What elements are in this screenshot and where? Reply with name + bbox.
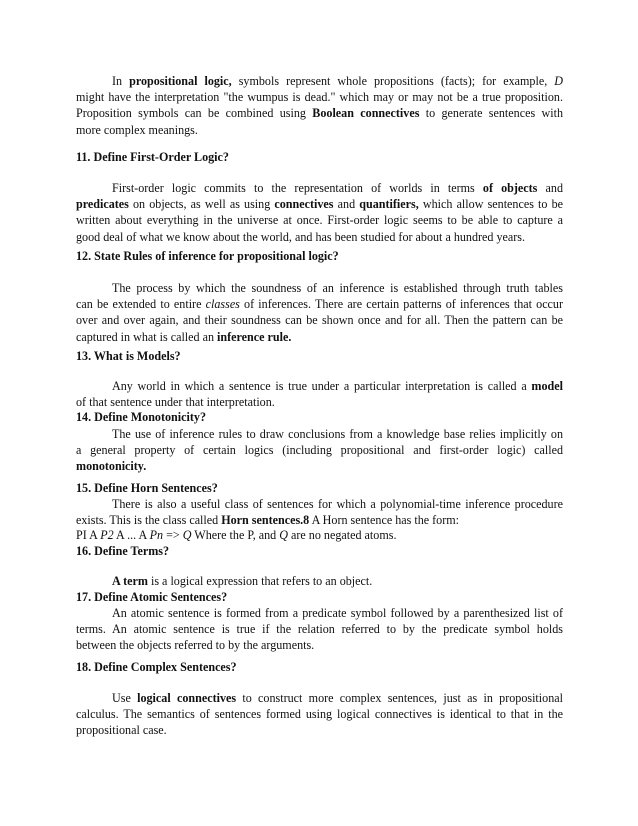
text-line: A term is a logical expression that refers to an object. [112, 574, 373, 588]
bold-term: A term [112, 574, 148, 588]
text-line: Proposition symbols can be combined using Boolean connectives to generate sentences with [76, 106, 563, 121]
heading-12: 12. State Rules of inference for propositional logic? [76, 249, 339, 263]
heading-16: 16. Define Terms? [76, 544, 170, 558]
text-line: PI A P2 A ... A Pn => Q Where the P, and Q are no negated atoms. [76, 528, 397, 542]
bold-term: of objects [482, 181, 538, 195]
text-line: Use logical connectives to construct more complex sentences, just as in propositional [112, 691, 563, 705]
heading-11: 11. Define First-Order Logic? [76, 150, 229, 164]
italic-term: Q [279, 528, 288, 542]
text-line: propositional case. [76, 723, 167, 738]
bold-term: quantifiers, [359, 197, 419, 212]
italic-term: D [554, 74, 563, 88]
text-line: predicates on objects, as well as using connectives and quantifiers, which allow sentences to be [76, 197, 564, 212]
bold-term: inference rule. [217, 329, 292, 344]
heading-15: 15. Define Horn Sentences? [76, 481, 218, 495]
text-line: can be extended to entire classes of inferences. There are certain patterns of inferences that occur [76, 297, 563, 312]
bold-term: monotonicity. [76, 459, 147, 474]
paragraph-models [76, 378, 563, 410]
text-line: In propositional logic, symbols represent whole propositions (facts); for example, D [112, 74, 563, 88]
heading-14: 14. Define Monotonicity? [76, 410, 206, 424]
paragraph-monotonicity [76, 426, 563, 475]
text-line: more complex meanings. [76, 122, 198, 137]
text-line: over and over again, and their soundness can be shown once and for all. Then the pattern can be [76, 313, 563, 328]
bold-term: Horn sentences.8 [221, 513, 310, 528]
text-line: The use of inference rules to draw conclusions from a knowledge base relies implicitly on [112, 427, 563, 441]
text-line: First-order logic commits to the representation of worlds in terms of objects and [112, 181, 563, 195]
text-line: of that sentence under that interpretation. [76, 395, 275, 410]
bold-term: Boolean connectives [312, 106, 420, 121]
text-line: good deal of what we know about the world, and has been studied for about a hundred years. [76, 229, 526, 244]
paragraph-horn-sentences [76, 496, 563, 528]
paragraph-propositional-logic [76, 73, 563, 138]
text-line: between the objects referred to by the arguments. [76, 638, 315, 653]
paragraph-atomic-sentences [76, 605, 563, 654]
italic-term: Q [182, 528, 192, 542]
text-line: exists. This is the class called Horn sentences.8 A Horn sentence has the form: [76, 513, 460, 528]
paragraph-terms [76, 573, 563, 589]
text-line: captured in what is called an inference rule. [76, 329, 292, 344]
heading-18: 18. Define Complex Sentences? [76, 660, 237, 674]
italic-term: classes [205, 297, 240, 312]
heading-13: 13. What is Models? [76, 349, 181, 363]
text-line: might have the interpretation "the wumpus is dead." which may or may not be a true proposition. [76, 90, 563, 105]
paragraph-rules-of-inference [76, 280, 563, 345]
bold-term: predicates [76, 197, 129, 212]
text-line: terms. An atomic sentence is true if the relation referred to by the predicate symbol holds [76, 622, 563, 637]
bold-term: connectives [274, 197, 334, 212]
italic-term: Pn [149, 528, 164, 542]
italic-term: P2 [100, 528, 114, 542]
text-line: Any world in which a sentence is true under a particular interpretation is called a model [112, 379, 563, 393]
bold-term: model [531, 379, 563, 393]
text-line [76, 458, 563, 474]
text-line: written about everything in the universe at once. First-order logic seems to be able to capture a [76, 213, 563, 228]
text-line: a general property of certain logics (including propositional and first-order logic) called [76, 443, 563, 458]
text-line: calculus. The semantics of sentences formed using logical connectives is identical to that in the [76, 707, 563, 722]
horn-sentence-form [76, 527, 563, 543]
paragraph-complex-sentences [76, 690, 563, 739]
text-line: There is also a useful class of sentences for which a polynomial-time inference procedure [112, 497, 563, 511]
text-line: An atomic sentence is formed from a predicate symbol followed by a parenthesized list of [112, 606, 563, 620]
bold-term: logical connectives [137, 691, 237, 705]
text-line: The process by which the soundness of an inference is established through truth tables [112, 281, 563, 295]
paragraph-first-order-logic [76, 180, 563, 245]
heading-17: 17. Define Atomic Sentences? [76, 590, 228, 604]
bold-term: propositional logic, [129, 74, 232, 88]
